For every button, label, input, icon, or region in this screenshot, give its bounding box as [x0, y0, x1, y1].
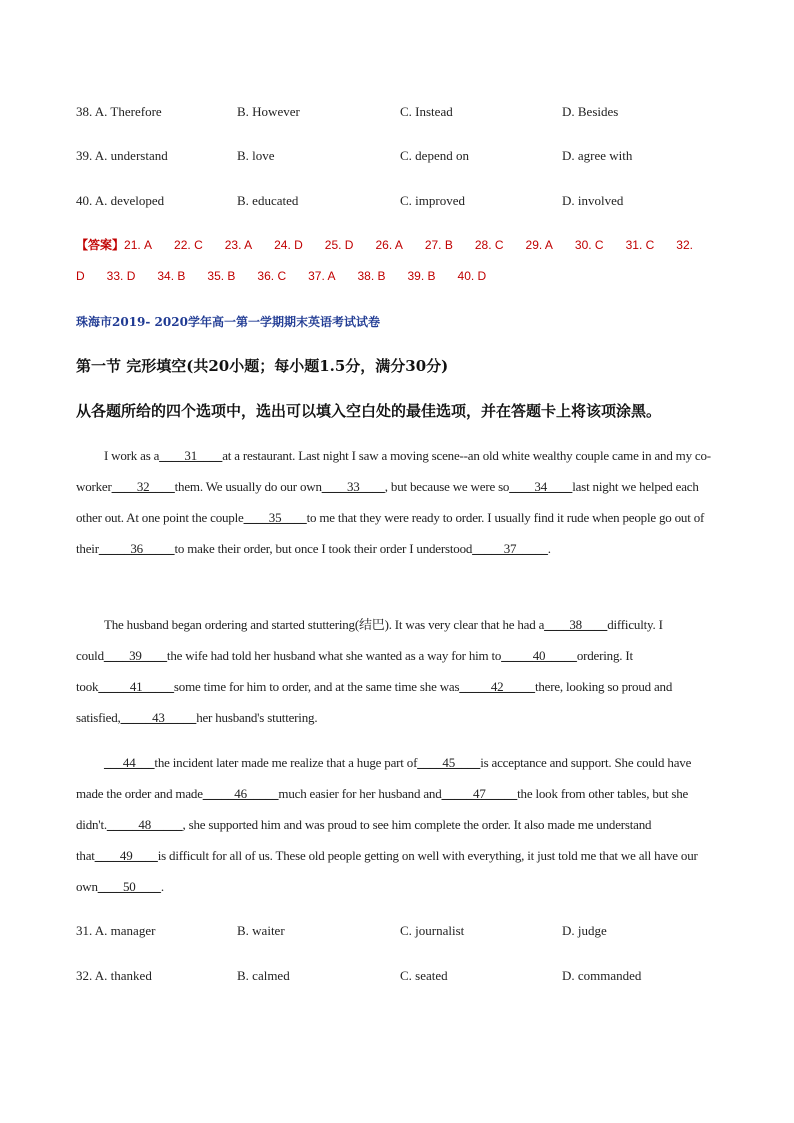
question-38-options [76, 104, 756, 124]
blank-32: ____32____ [111, 479, 175, 494]
section-heading: 第一节 完形填空(共20小题；每小题1.5分，满分30分) [76, 357, 449, 375]
option-b: B. calmed [237, 968, 290, 983]
blank-46: _____46_____ [202, 786, 279, 801]
answer-item: 30. C [574, 238, 604, 252]
question-39-options [76, 148, 756, 168]
blank-48: _____48_____ [106, 817, 183, 832]
blank-42: _____42_____ [459, 679, 535, 694]
blank-31: ____31____ [159, 448, 223, 463]
passage-text: The husband began ordering and started stuttering(结巴). It was very clear that he had a [104, 617, 545, 632]
answer-item: 38. B [357, 269, 386, 283]
option-c: C. depend on [400, 148, 469, 163]
answer-item: 31. C [625, 238, 655, 252]
option-d: D. Besides [562, 104, 619, 119]
question-31-options [76, 923, 756, 943]
answer-item: 25. D [324, 238, 354, 252]
answer-item: 29. A [525, 238, 553, 252]
answer-item: 40. D [457, 269, 487, 283]
option-b: B. However [237, 104, 300, 119]
passage-text: ordering. It took [76, 648, 633, 694]
answer-item: 27. B [424, 238, 453, 252]
passage-text: the look from other tables, but she didn't. [76, 786, 689, 832]
passage-text: the wife had told her husband what she wanted as a way for him to [166, 648, 502, 663]
passage-text: . [547, 541, 551, 556]
blank-36: _____36_____ [98, 541, 175, 556]
instruction: 从各题所给的四个选项中，选出可以填入空白处的最佳选项，并在答题卡上将该项涂黑。 [76, 402, 662, 420]
answer-key [76, 230, 726, 292]
answer-item: 35. B [207, 269, 236, 283]
option-a: 39. A. understand [76, 148, 168, 163]
answer-item: 37. A [308, 269, 336, 283]
option-d: D. judge [562, 923, 607, 938]
answer-item: 22. C [174, 238, 203, 252]
passage-text: . [160, 879, 164, 894]
option-b: B. educated [237, 193, 299, 208]
blank-50: ____50____ [97, 879, 161, 894]
answer-item: 24. D [274, 238, 303, 252]
answer-item: 32. D [76, 238, 693, 283]
option-c: C. journalist [400, 923, 465, 938]
answer-item: 23. A [224, 238, 253, 252]
blank-34: ____34____ [509, 479, 573, 494]
blank-39: ____39____ [103, 648, 167, 663]
passage-text: her husband's stuttering. [196, 710, 318, 725]
option-d: D. agree with [562, 148, 633, 163]
passage-text: to me that they were ready to order. I usually find it rude when people go out of their [76, 510, 705, 556]
passage-paragraph-1 [76, 440, 718, 564]
passage-text: at a restaurant. Last night I saw a moving scene--an old white wealthy couple came in and my co-worker [76, 448, 711, 494]
passage-text: , but because we were so [384, 479, 510, 494]
option-a: 32. A. thanked [76, 968, 152, 983]
option-d: D. involved [562, 193, 624, 208]
passage-text: some time for him to order, and at the same time she was [173, 679, 460, 694]
blank-43: _____43_____ [120, 710, 197, 725]
passage-text: is acceptance and support. She could have made the order and made [76, 755, 692, 801]
passage-text: them. We usually do our own [174, 479, 322, 494]
blank-35: ____35____ [243, 510, 307, 525]
option-b: B. love [237, 148, 275, 163]
blank-47: _____47_____ [441, 786, 518, 801]
answer-item: 33. D [106, 269, 136, 283]
option-a: 38. A. Therefore [76, 104, 162, 119]
question-40-options [76, 193, 756, 213]
passage-text: last night we helped each other out. At one point the couple [76, 479, 699, 525]
passage-text: difficulty. I could [76, 617, 663, 663]
passage-text: much easier for her husband and [278, 786, 442, 801]
blank-45: ____45____ [417, 755, 481, 770]
answer-item: 39. B [407, 269, 436, 283]
option-d: D. commanded [562, 968, 642, 983]
blank-49: ____49____ [94, 848, 158, 863]
blank-44: ___44___ [104, 755, 155, 770]
option-b: B. waiter [237, 923, 285, 938]
blank-40: _____40_____ [501, 648, 577, 663]
blank-38: ____38____ [544, 617, 608, 632]
answer-label: 【答案】 [76, 238, 125, 252]
passage-text: to make their order, but once I took their order I understood [174, 541, 473, 556]
option-c: C. improved [400, 193, 465, 208]
answer-item: 28. C [474, 238, 504, 252]
answer-item: 26. A [375, 238, 403, 252]
blank-37: _____37_____ [472, 541, 548, 556]
passage-text: there, looking so proud and satisfied, [76, 679, 673, 725]
option-a: 31. A. manager [76, 923, 156, 938]
answer-item: 36. C [257, 269, 287, 283]
blank-33: ____33____ [321, 479, 385, 494]
option-c: C. seated [400, 968, 448, 983]
blank-41: _____41_____ [98, 679, 174, 694]
exam-title: 珠海市2019- 2020学年高一第一学期期末英语考试试卷 [76, 315, 380, 329]
answer-item: 34. B [157, 269, 186, 283]
question-32-options [76, 968, 756, 988]
option-a: 40. A. developed [76, 193, 165, 208]
option-c: C. Instead [400, 104, 453, 119]
passage-paragraph-3 [76, 747, 718, 902]
passage-text: I work as a [104, 448, 160, 463]
passage-paragraph-2 [76, 609, 718, 733]
passage-text: the incident later made me realize that a huge part of [154, 755, 418, 770]
passage-text: is difficult for all of us. These old people getting on well with everything, it just told me that we all have our own [76, 848, 698, 894]
passage-text: , she supported him and was proud to see him complete the order. It also made me understand that [76, 817, 652, 863]
answer-item: 21. A [124, 238, 153, 252]
